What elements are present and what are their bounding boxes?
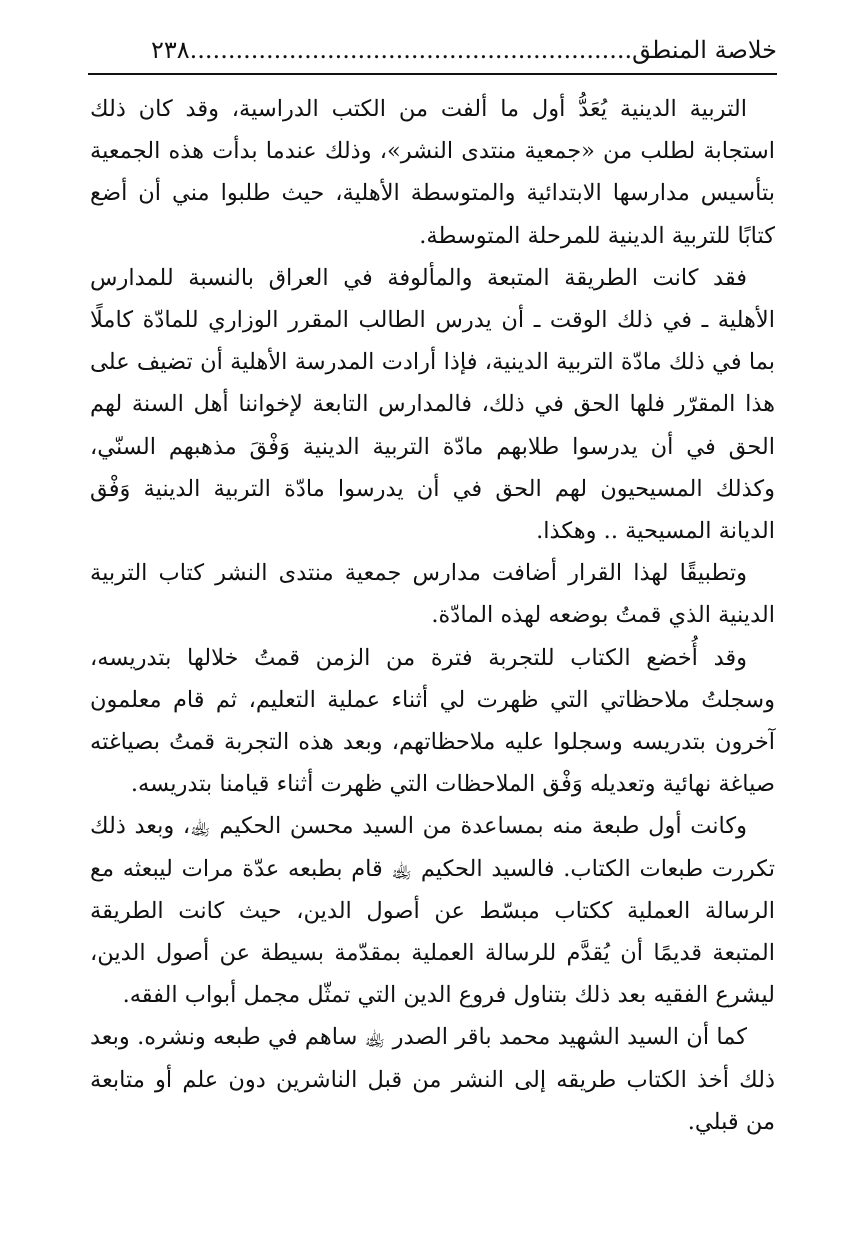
running-header bbox=[88, 28, 777, 72]
paragraph: وقد أُخضع الكتاب للتجربة فترة من الزمن قمتُ خلالها بتدريسه، وسجلتُ ملاحظاتي التي ظهرت لي أثناء عملية التعليم، ثم قام معلمون آخرون بتدريسه وسجلوا عليه ملاحظاتهم، وبعد هذه التجربة قمتُ بصياغته صياغة نهائية وتعديله وَفْق الملاحظات التي ظهرت أثناء قيامنا بتدريسه. bbox=[90, 644, 775, 798]
paragraph: كما أن السيد الشهيد محمد باقر الصدر ﵀ ساهم في طبعه ونشره. وبعد ذلك أخذ الكتاب طريقه إلى النشر من قبل الناشرين دون علم أو متابعة من قبلي. bbox=[90, 1024, 775, 1135]
page-number: ٢٣٨ bbox=[151, 36, 190, 64]
body-text bbox=[90, 88, 775, 1143]
paragraph: التربية الدينية يُعَدُّ أول ما ألفت من الكتب الدراسية، وقد كان ذلك استجابة لطلب من «جمعية منتدى النشر»، وذلك عندما بدأت هذه الجمعية بتأسيس مدارسها الابتدائية والمتوسطة الأهلية، حيث طلبوا مني أن أضع كتابًا للتربية الدينية للمرحلة المتوسطة. bbox=[90, 96, 775, 249]
header-divider bbox=[88, 73, 777, 75]
leader-dots: .......................................................... bbox=[189, 36, 633, 64]
paragraph: وكانت أول طبعة منه بمساعدة من السيد محسن الحكيم ﵀، وبعد ذلك تكررت طبعات الكتاب. فالسيد الحكيم ﵀ قام بطبعه عدّة مرات ليبعثه مع الرسالة العملية ككتاب مبسّط عن أصول الدين، حيث كانت الطريقة المتبعة قديمًا أن يُقدَّم للرسالة العملية بمقدّمة بسيطة عن أصول الدين، ليشرع الفقيه بعد ذلك بتناول فروع الدين التي تمثّل مجمل أبواب الفقه. bbox=[90, 813, 775, 1009]
chapter-title: خلاصة المنطق bbox=[632, 36, 777, 64]
paragraph: فقد كانت الطريقة المتبعة والمألوفة في العراق بالنسبة للمدارس الأهلية ـ في ذلك الوقت ـ أن يدرس الطالب المقرر الوزاري للمادّة كاملًا بما في ذلك مادّة التربية الدينية، فإذا أرادت المدرسة الأهلية أن تضيف على هذا المقرّر فلها الحق في ذلك، فالمدارس التابعة لإخواننا أهل السنة لهم الحق في أن يدرسوا طلابهم مادّة التربية الدينية وَفْقَ مذهبهم السنّي، وكذلك المسيحيون لهم الحق في أن يدرسوا مادّة التربية الدينية وَفْق الديانة المسيحية .. وهكذا. bbox=[90, 264, 775, 545]
paragraph: وتطبيقًا لهذا القرار أضافت مدارس جمعية منتدى النشر كتاب التربية الدينية الذي قمتُ بوضعه لهذه المادّة. bbox=[90, 560, 775, 629]
